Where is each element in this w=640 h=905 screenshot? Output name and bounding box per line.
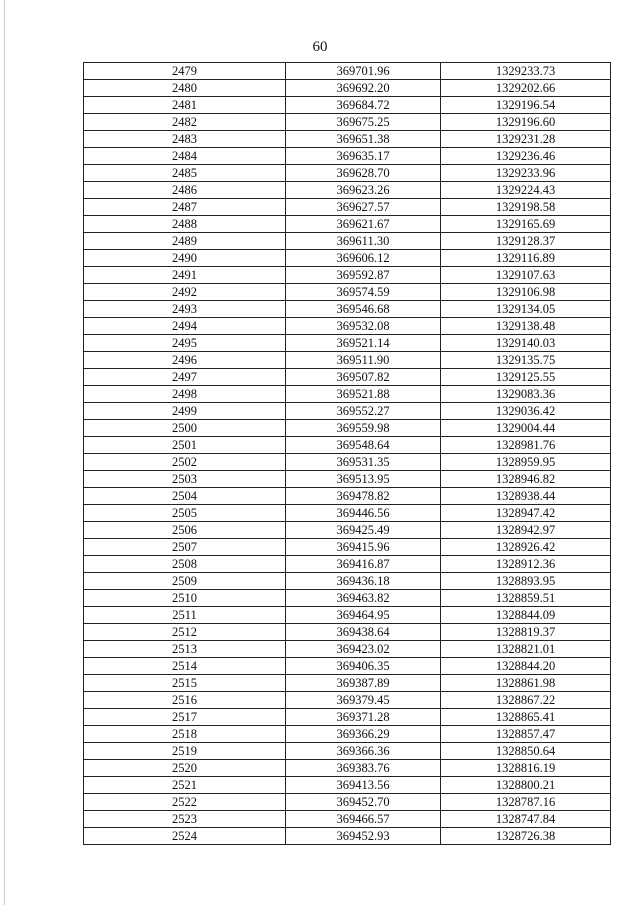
y-coordinate-cell: 1329004.44 — [441, 420, 611, 437]
table-row — [84, 590, 611, 607]
point-number-cell: 2501 — [84, 437, 286, 454]
x-coordinate-cell: 369446.56 — [286, 505, 441, 522]
x-coordinate-cell: 369415.96 — [286, 539, 441, 556]
x-coordinate-cell: 369513.95 — [286, 471, 441, 488]
y-coordinate-cell: 1329231.28 — [441, 131, 611, 148]
table-row — [84, 556, 611, 573]
x-coordinate-cell: 369387.89 — [286, 675, 441, 692]
y-coordinate-cell: 1328947.42 — [441, 505, 611, 522]
point-number-cell: 2494 — [84, 318, 286, 335]
point-number-cell: 2481 — [84, 97, 286, 114]
x-coordinate-cell: 369452.93 — [286, 828, 441, 845]
coordinates-table-body — [84, 63, 611, 845]
x-coordinate-cell: 369701.96 — [286, 63, 441, 80]
y-coordinate-cell: 1328981.76 — [441, 437, 611, 454]
point-number-cell: 2514 — [84, 658, 286, 675]
y-coordinate-cell: 1328946.82 — [441, 471, 611, 488]
point-number-cell: 2515 — [84, 675, 286, 692]
y-coordinate-cell: 1329198.58 — [441, 199, 611, 216]
table-row — [84, 403, 611, 420]
table-row — [84, 199, 611, 216]
coordinates-table — [83, 62, 611, 845]
x-coordinate-cell: 369438.64 — [286, 624, 441, 641]
y-coordinate-cell: 1328747.84 — [441, 811, 611, 828]
table-row — [84, 216, 611, 233]
table-row — [84, 573, 611, 590]
x-coordinate-cell: 369627.57 — [286, 199, 441, 216]
point-number-cell: 2482 — [84, 114, 286, 131]
table-row — [84, 148, 611, 165]
x-coordinate-cell: 369507.82 — [286, 369, 441, 386]
table-row — [84, 182, 611, 199]
table-row — [84, 335, 611, 352]
table-row — [84, 437, 611, 454]
y-coordinate-cell: 1328926.42 — [441, 539, 611, 556]
scan-edge-line — [4, 0, 5, 905]
y-coordinate-cell: 1329140.03 — [441, 335, 611, 352]
x-coordinate-cell: 369606.12 — [286, 250, 441, 267]
x-coordinate-cell: 369552.27 — [286, 403, 441, 420]
table-row — [84, 488, 611, 505]
y-coordinate-cell: 1329128.37 — [441, 233, 611, 250]
table-row — [84, 624, 611, 641]
point-number-cell: 2487 — [84, 199, 286, 216]
y-coordinate-cell: 1329036.42 — [441, 403, 611, 420]
x-coordinate-cell: 369628.70 — [286, 165, 441, 182]
x-coordinate-cell: 369371.28 — [286, 709, 441, 726]
point-number-cell: 2506 — [84, 522, 286, 539]
table-row — [84, 471, 611, 488]
x-coordinate-cell: 369623.26 — [286, 182, 441, 199]
point-number-cell: 2503 — [84, 471, 286, 488]
x-coordinate-cell: 369651.38 — [286, 131, 441, 148]
y-coordinate-cell: 1328893.95 — [441, 573, 611, 590]
table-row — [84, 352, 611, 369]
table-row — [84, 505, 611, 522]
table-row — [84, 454, 611, 471]
y-coordinate-cell: 1329236.46 — [441, 148, 611, 165]
table-row — [84, 709, 611, 726]
point-number-cell: 2508 — [84, 556, 286, 573]
point-number-cell: 2521 — [84, 777, 286, 794]
x-coordinate-cell: 369423.02 — [286, 641, 441, 658]
x-coordinate-cell: 369452.70 — [286, 794, 441, 811]
point-number-cell: 2489 — [84, 233, 286, 250]
point-number-cell: 2497 — [84, 369, 286, 386]
x-coordinate-cell: 369574.59 — [286, 284, 441, 301]
y-coordinate-cell: 1328867.22 — [441, 692, 611, 709]
point-number-cell: 2519 — [84, 743, 286, 760]
point-number-cell: 2488 — [84, 216, 286, 233]
y-coordinate-cell: 1329125.55 — [441, 369, 611, 386]
x-coordinate-cell: 369559.98 — [286, 420, 441, 437]
y-coordinate-cell: 1328850.64 — [441, 743, 611, 760]
point-number-cell: 2492 — [84, 284, 286, 301]
y-coordinate-cell: 1329196.60 — [441, 114, 611, 131]
y-coordinate-cell: 1328938.44 — [441, 488, 611, 505]
point-number-cell: 2510 — [84, 590, 286, 607]
y-coordinate-cell: 1328821.01 — [441, 641, 611, 658]
point-number-cell: 2483 — [84, 131, 286, 148]
point-number-cell: 2490 — [84, 250, 286, 267]
point-number-cell: 2499 — [84, 403, 286, 420]
table-row — [84, 777, 611, 794]
y-coordinate-cell: 1328859.51 — [441, 590, 611, 607]
point-number-cell: 2479 — [84, 63, 286, 80]
table-row — [84, 658, 611, 675]
x-coordinate-cell: 369692.20 — [286, 80, 441, 97]
page-number: 60 — [312, 39, 328, 55]
point-number-cell: 2493 — [84, 301, 286, 318]
table-row — [84, 284, 611, 301]
table-row — [84, 80, 611, 97]
y-coordinate-cell: 1328844.20 — [441, 658, 611, 675]
y-coordinate-cell: 1328861.98 — [441, 675, 611, 692]
x-coordinate-cell: 369436.18 — [286, 573, 441, 590]
table-row — [84, 692, 611, 709]
y-coordinate-cell: 1329134.05 — [441, 301, 611, 318]
point-number-cell: 2520 — [84, 760, 286, 777]
x-coordinate-cell: 369621.67 — [286, 216, 441, 233]
table-row — [84, 420, 611, 437]
y-coordinate-cell: 1329165.69 — [441, 216, 611, 233]
y-coordinate-cell: 1329135.75 — [441, 352, 611, 369]
table-row — [84, 386, 611, 403]
y-coordinate-cell: 1329138.48 — [441, 318, 611, 335]
point-number-cell: 2517 — [84, 709, 286, 726]
point-number-cell: 2498 — [84, 386, 286, 403]
point-number-cell: 2518 — [84, 726, 286, 743]
point-number-cell: 2513 — [84, 641, 286, 658]
table-row — [84, 63, 611, 80]
y-coordinate-cell: 1328787.16 — [441, 794, 611, 811]
y-coordinate-cell: 1329224.43 — [441, 182, 611, 199]
y-coordinate-cell: 1328819.37 — [441, 624, 611, 641]
x-coordinate-cell: 369406.35 — [286, 658, 441, 675]
x-coordinate-cell: 369425.49 — [286, 522, 441, 539]
x-coordinate-cell: 369463.82 — [286, 590, 441, 607]
y-coordinate-cell: 1329233.73 — [441, 63, 611, 80]
table-row — [84, 369, 611, 386]
table-row — [84, 165, 611, 182]
x-coordinate-cell: 369611.30 — [286, 233, 441, 250]
x-coordinate-cell: 369684.72 — [286, 97, 441, 114]
x-coordinate-cell: 369464.95 — [286, 607, 441, 624]
x-coordinate-cell: 369466.57 — [286, 811, 441, 828]
y-coordinate-cell: 1328857.47 — [441, 726, 611, 743]
table-row — [84, 828, 611, 845]
x-coordinate-cell: 369675.25 — [286, 114, 441, 131]
table-row — [84, 250, 611, 267]
y-coordinate-cell: 1329107.63 — [441, 267, 611, 284]
y-coordinate-cell: 1328912.36 — [441, 556, 611, 573]
table-row — [84, 760, 611, 777]
x-coordinate-cell: 369366.29 — [286, 726, 441, 743]
point-number-cell: 2486 — [84, 182, 286, 199]
point-number-cell: 2509 — [84, 573, 286, 590]
x-coordinate-cell: 369532.08 — [286, 318, 441, 335]
point-number-cell: 2484 — [84, 148, 286, 165]
table-row — [84, 539, 611, 556]
y-coordinate-cell: 1329116.89 — [441, 250, 611, 267]
table-row — [84, 114, 611, 131]
y-coordinate-cell: 1328844.09 — [441, 607, 611, 624]
table-row — [84, 641, 611, 658]
table-row — [84, 301, 611, 318]
point-number-cell: 2496 — [84, 352, 286, 369]
table-row — [84, 522, 611, 539]
point-number-cell: 2485 — [84, 165, 286, 182]
x-coordinate-cell: 369379.45 — [286, 692, 441, 709]
y-coordinate-cell: 1329233.96 — [441, 165, 611, 182]
x-coordinate-cell: 369521.88 — [286, 386, 441, 403]
y-coordinate-cell: 1328865.41 — [441, 709, 611, 726]
x-coordinate-cell: 369478.82 — [286, 488, 441, 505]
y-coordinate-cell: 1329202.66 — [441, 80, 611, 97]
table-row — [84, 267, 611, 284]
point-number-cell: 2504 — [84, 488, 286, 505]
x-coordinate-cell: 369413.56 — [286, 777, 441, 794]
point-number-cell: 2495 — [84, 335, 286, 352]
x-coordinate-cell: 369416.87 — [286, 556, 441, 573]
table-row — [84, 726, 611, 743]
point-number-cell: 2511 — [84, 607, 286, 624]
point-number-cell: 2523 — [84, 811, 286, 828]
x-coordinate-cell: 369521.14 — [286, 335, 441, 352]
table-row — [84, 318, 611, 335]
point-number-cell: 2500 — [84, 420, 286, 437]
table-row — [84, 607, 611, 624]
y-coordinate-cell: 1329106.98 — [441, 284, 611, 301]
point-number-cell: 2491 — [84, 267, 286, 284]
y-coordinate-cell: 1328726.38 — [441, 828, 611, 845]
point-number-cell: 2505 — [84, 505, 286, 522]
x-coordinate-cell: 369635.17 — [286, 148, 441, 165]
point-number-cell: 2516 — [84, 692, 286, 709]
y-coordinate-cell: 1328800.21 — [441, 777, 611, 794]
point-number-cell: 2524 — [84, 828, 286, 845]
point-number-cell: 2480 — [84, 80, 286, 97]
table-row — [84, 811, 611, 828]
x-coordinate-cell: 369592.87 — [286, 267, 441, 284]
point-number-cell: 2502 — [84, 454, 286, 471]
y-coordinate-cell: 1328942.97 — [441, 522, 611, 539]
table-row — [84, 233, 611, 250]
table-row — [84, 743, 611, 760]
y-coordinate-cell: 1329083.36 — [441, 386, 611, 403]
point-number-cell: 2522 — [84, 794, 286, 811]
y-coordinate-cell: 1329196.54 — [441, 97, 611, 114]
point-number-cell: 2507 — [84, 539, 286, 556]
table-row — [84, 131, 611, 148]
point-number-cell: 2512 — [84, 624, 286, 641]
table-row — [84, 97, 611, 114]
x-coordinate-cell: 369511.90 — [286, 352, 441, 369]
table-row — [84, 675, 611, 692]
x-coordinate-cell: 369531.35 — [286, 454, 441, 471]
x-coordinate-cell: 369548.64 — [286, 437, 441, 454]
x-coordinate-cell: 369366.36 — [286, 743, 441, 760]
table-row — [84, 794, 611, 811]
y-coordinate-cell: 1328959.95 — [441, 454, 611, 471]
y-coordinate-cell: 1328816.19 — [441, 760, 611, 777]
x-coordinate-cell: 369383.76 — [286, 760, 441, 777]
x-coordinate-cell: 369546.68 — [286, 301, 441, 318]
